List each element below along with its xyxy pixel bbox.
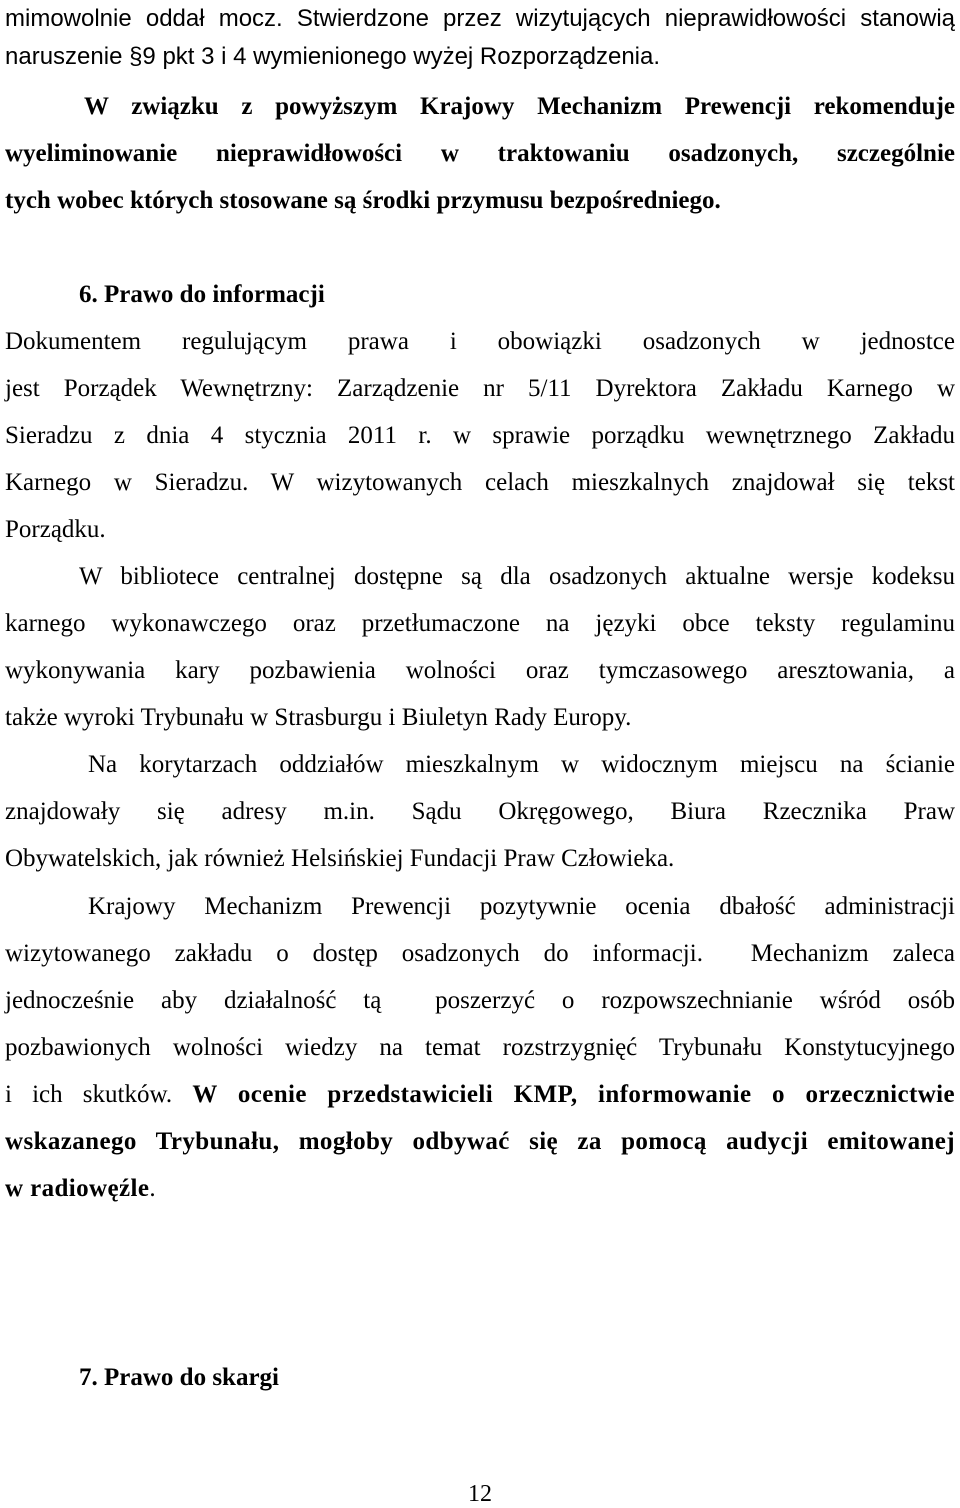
paragraph-line: Obywatelskich, jak również Helsińskiej Fundacji Praw Człowieka. bbox=[5, 845, 675, 872]
recommendation-line-1: W związku z powyższym Krajowy Mechanizm Prewencji rekomenduje bbox=[84, 93, 955, 120]
paragraph-line: karnego wykonawczego oraz przetłumaczone na języki obce teksty regulaminu bbox=[5, 610, 955, 637]
page-number: 12 bbox=[468, 1481, 492, 1507]
recommendation-bold-text: wskazanego Trybunału, mogłoby odbywać się za pomocą audycji emitowanej bbox=[5, 1128, 955, 1155]
intro-line-2: naruszenie §9 pkt 3 i 4 wymienionego wyżej Rozporządzenia. bbox=[5, 43, 661, 70]
paragraph-line bbox=[5, 1079, 955, 1111]
paragraph-line: Dokumentem regulującym prawa i obowiązki osadzonych w jednostce bbox=[5, 328, 955, 355]
paragraph-text: . bbox=[149, 1175, 156, 1202]
intro-line-1: mimowolnie oddał mocz. Stwierdzone przez wizytujących nieprawidłowości stanowią bbox=[5, 5, 955, 32]
paragraph-line: jest Porządek Wewnętrzny: Zarządzenie nr 5/11 Dyrektora Zakładu Karnego w bbox=[5, 375, 955, 402]
section-7-heading: 7. Prawo do skargi bbox=[79, 1364, 279, 1391]
recommendation-bold-text: W ocenie przedstawicieli KMP, informowanie o orzecznictwie bbox=[192, 1081, 956, 1108]
paragraph-line: jednocześnie aby działalność tą poszerzyć o rozpowszechnianie wśród osób bbox=[5, 987, 955, 1014]
paragraph-line: pozbawionych wolności wiedzy na temat rozstrzygnięć Trybunału Konstytucyjnego bbox=[5, 1034, 955, 1061]
paragraph-line: wizytowanego zakładu o dostęp osadzonych do informacji. Mechanizm zaleca bbox=[5, 940, 955, 967]
paragraph-line bbox=[5, 1173, 955, 1205]
paragraph-line: Krajowy Mechanizm Prewencji pozytywnie ocenia dbałość administracji bbox=[88, 893, 955, 920]
paragraph-line: znajdowały się adresy m.in. Sądu Okręgowego, Biura Rzecznika Praw bbox=[5, 798, 955, 825]
paragraph-line: W bibliotece centralnej dostępne są dla osadzonych aktualne wersje kodeksu bbox=[79, 563, 955, 590]
paragraph-line: Porządku. bbox=[5, 516, 106, 543]
recommendation-line-2: wyeliminowanie nieprawidłowości w traktowaniu osadzonych, szczególnie bbox=[5, 140, 955, 167]
paragraph-line: Na korytarzach oddziałów mieszkalnym w widocznym miejscu na ścianie bbox=[88, 751, 955, 778]
paragraph-line: wykonywania kary pozbawienia wolności oraz tymczasowego aresztowania, a bbox=[5, 657, 955, 684]
recommendation-line-3: tych wobec których stosowane są środki przymusu bezpośredniego. bbox=[5, 187, 721, 214]
paragraph-line: Karnego w Sieradzu. W wizytowanych celach mieszkalnych znajdował się tekst bbox=[5, 469, 955, 496]
paragraph-line: także wyroki Trybunału w Strasburgu i Biuletyn Rady Europy. bbox=[5, 704, 632, 731]
paragraph-text: i ich skutków. bbox=[5, 1081, 193, 1108]
paragraph-line: Sieradzu z dnia 4 stycznia 2011 r. w sprawie porządku wewnętrznego Zakładu bbox=[5, 422, 955, 449]
section-6-heading: 6. Prawo do informacji bbox=[79, 281, 325, 308]
recommendation-bold-text: w radiowęźle bbox=[5, 1175, 150, 1202]
